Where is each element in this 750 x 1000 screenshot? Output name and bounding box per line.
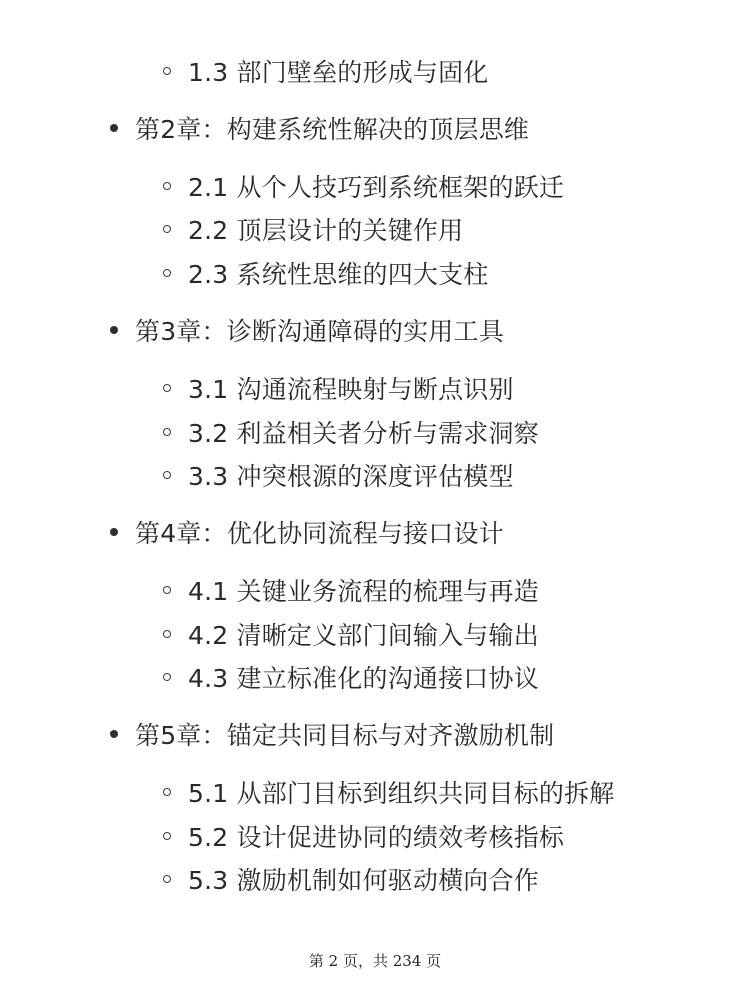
filled-bullet-icon	[110, 124, 118, 132]
toc-section-label: 3.3 冲突根源的深度评估模型	[188, 462, 514, 491]
toc-section-label: 4.3 建立标准化的沟通接口协议	[188, 664, 539, 693]
hollow-bullet-icon	[163, 673, 171, 681]
toc-section-label: 2.2 顶层设计的关键作用	[188, 216, 464, 245]
hollow-bullet-icon	[163, 428, 171, 436]
filled-bullet-icon	[110, 730, 118, 738]
filled-bullet-icon	[110, 528, 118, 536]
toc-section-label: 2.3 系统性思维的四大支柱	[188, 260, 489, 289]
toc-section-label: 4.1 关键业务流程的梳理与再造	[188, 577, 539, 606]
toc-chapter-label: 第5章：锚定共同目标与对齐激励机制	[135, 721, 555, 750]
toc-section-label: 5.2 设计促进协同的绩效考核指标	[188, 823, 565, 852]
hollow-bullet-icon	[163, 384, 171, 392]
hollow-bullet-icon	[163, 182, 171, 190]
toc-chapter-label: 第2章：构建系统性解决的顶层思维	[135, 115, 530, 144]
hollow-bullet-icon	[163, 630, 171, 638]
filled-bullet-icon	[110, 326, 118, 334]
hollow-bullet-icon	[163, 586, 171, 594]
hollow-bullet-icon	[163, 471, 171, 479]
hollow-bullet-icon	[163, 832, 171, 840]
hollow-bullet-icon	[163, 269, 171, 277]
hollow-bullet-icon	[163, 225, 171, 233]
toc-section-label: 3.1 沟通流程映射与断点识别	[188, 375, 514, 404]
page-number-footer: 第 2 页，共 234 页	[308, 952, 442, 970]
toc-chapter-label: 第3章：诊断沟通障碍的实用工具	[135, 317, 504, 346]
hollow-bullet-icon	[163, 875, 171, 883]
hollow-bullet-icon	[163, 788, 171, 796]
toc-section-label: 5.3 激励机制如何驱动横向合作	[188, 866, 539, 895]
toc-section-label: 2.1 从个人技巧到系统框架的跃迁	[188, 173, 565, 202]
toc-chapter-label: 第4章：优化协同流程与接口设计	[135, 519, 504, 548]
toc-section-label: 4.2 清晰定义部门间输入与输出	[188, 621, 539, 650]
toc-section-label: 3.2 利益相关者分析与需求洞察	[188, 419, 539, 448]
toc-section-label: 1.3 部门壁垒的形成与固化	[188, 58, 489, 87]
hollow-bullet-icon	[163, 67, 171, 75]
toc-section-label: 5.1 从部门目标到组织共同目标的拆解	[188, 779, 615, 808]
